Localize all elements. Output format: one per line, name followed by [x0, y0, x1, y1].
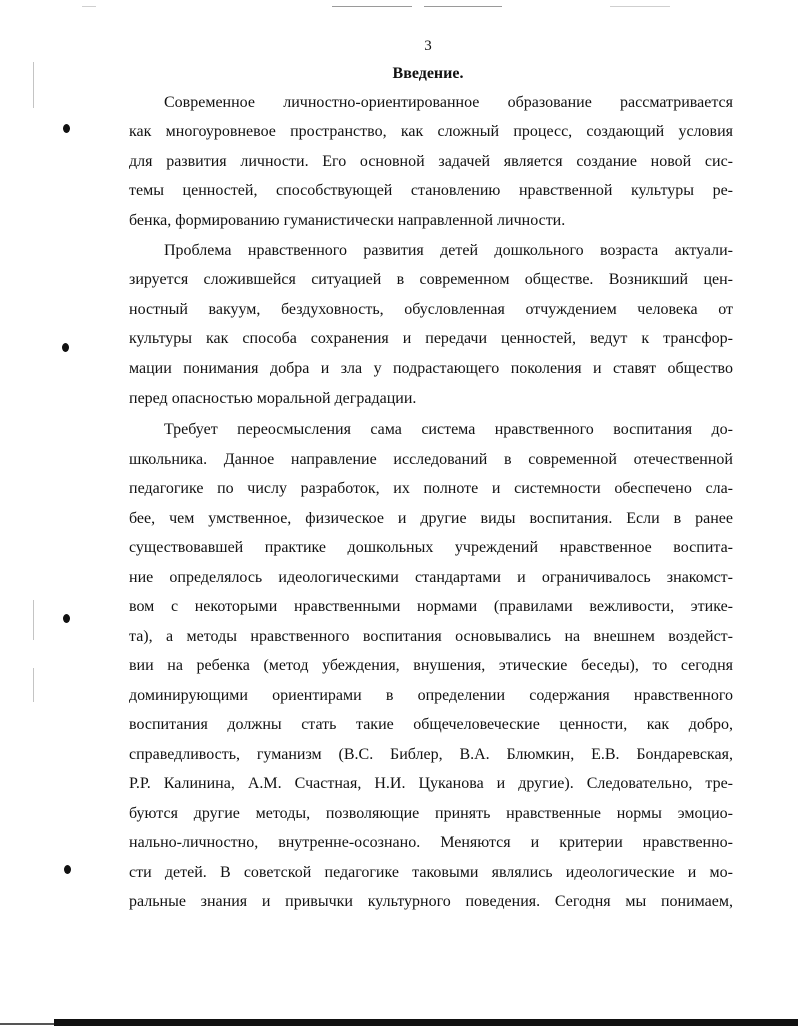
text-line: ние определялось идеологическими стандартами и ограничивалось знакомст-	[129, 569, 733, 586]
text-line: существовавшей практике дошкольных учреждений нравственное воспита-	[129, 539, 733, 556]
text-line: буются другие методы, позволяющие принять нравственные нормы эмоцио-	[129, 805, 733, 822]
text-line: бее, чем умственное, физическое и другие виды воспитания. Если в ранее	[129, 510, 733, 527]
text-line: Современное личностно-ориентированное образование рассматривается	[164, 94, 733, 111]
text-line: та), а методы нравственного воспитания основывались на внешнем воздейст-	[129, 628, 733, 645]
scan-artifact-top-line	[332, 6, 412, 7]
text-line: Требует переосмысления сама система нравственного воспитания до-	[164, 421, 733, 438]
text-line: мации понимания добра и зла у подрастающего поколения и ставят общество	[129, 360, 733, 377]
text-line: как многоуровневое пространство, как сложный процесс, создающий условия	[129, 123, 733, 140]
text-line: вом с некоторыми нравственными нормами (правилами вежливости, этике-	[129, 598, 733, 615]
page-number: 3	[424, 38, 432, 54]
text-line: перед опасностью моральной деградации.	[129, 390, 417, 407]
section-heading: Введение.	[392, 65, 464, 82]
scan-artifact-top-line	[82, 6, 96, 7]
punch-hole-mark	[64, 865, 71, 874]
text-line: культуры как способа сохранения и передачи ценностей, ведут к трансфор-	[129, 330, 733, 347]
scan-bottom-edge	[54, 1019, 798, 1026]
scan-bottom-edge	[0, 1023, 56, 1025]
text-line: нально-личностно, внутренне-осознано. Меняются и критерии нравственно-	[129, 834, 733, 851]
scan-artifact-top-line	[424, 6, 502, 7]
scan-artifact-left-line	[33, 600, 34, 640]
text-line: справедливость, гуманизм (В.С. Библер, В.А. Блюмкин, Е.В. Бондаревская,	[129, 746, 733, 763]
text-line: вии на ребенка (метод убеждения, внушения, этические беседы), то сегодня	[129, 657, 733, 674]
punch-hole-mark	[63, 614, 70, 623]
text-line: бенка, формированию гуманистически направленной личности.	[129, 212, 566, 229]
text-line: Р.Р. Калинина, А.М. Счастная, Н.И. Цуканова и другие). Следовательно, тре-	[129, 775, 733, 792]
text-line: Проблема нравственного развития детей дошкольного возраста актуали-	[164, 242, 733, 259]
text-line: для развития личности. Его основной задачей является создание новой сис-	[129, 153, 733, 170]
punch-hole-mark	[62, 343, 69, 352]
text-line: педагогике по числу разработок, их полноте и системности обеспечено сла-	[129, 480, 733, 497]
text-line: ностный вакуум, бездуховность, обусловленная отчуждением человека от	[129, 301, 733, 318]
punch-hole-mark	[63, 124, 70, 133]
scan-artifact-top-line	[610, 6, 670, 7]
text-line: сти детей. В советской педагогике таковыми являлись идеологические и мо-	[129, 864, 733, 881]
text-line: зируется сложившейся ситуацией в современном обществе. Возникший цен-	[129, 271, 733, 288]
text-line: ральные знания и привычки культурного поведения. Сегодня мы понимаем,	[129, 893, 733, 910]
text-line: школьника. Данное направление исследований в современной отечественной	[129, 451, 733, 468]
scan-artifact-left-line	[33, 668, 34, 702]
text-line: доминирующими ориентирами в определении содержания нравственного	[129, 687, 733, 704]
text-line: темы ценностей, способствующей становлению нравственной культуры ре-	[129, 182, 733, 199]
scan-artifact-left-line	[33, 62, 34, 108]
text-line: воспитания должны стать такие общечеловеческие ценности, как добро,	[129, 716, 733, 733]
